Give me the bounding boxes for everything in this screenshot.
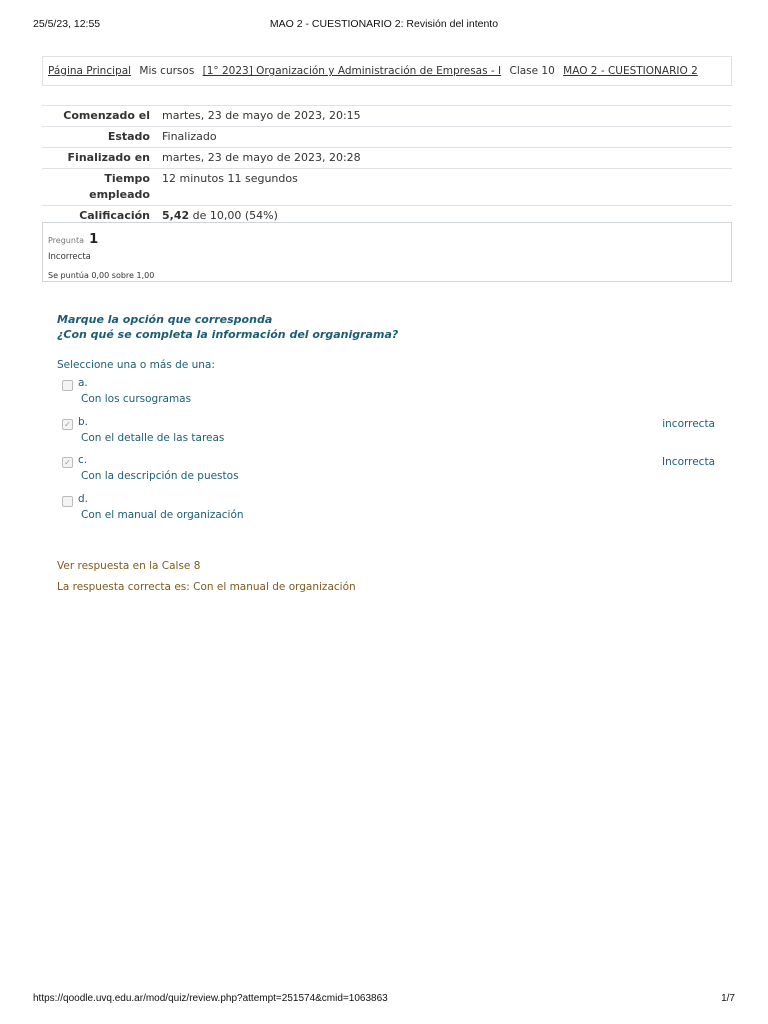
answer-letter: a.	[78, 377, 88, 389]
answer-text: Con el detalle de las tareas	[81, 432, 225, 444]
question-state: Incorrecta	[48, 252, 91, 262]
answer-option-d	[57, 493, 717, 527]
print-url: https://qoodle.uvq.edu.ar/mod/quiz/review.php?attempt=251574&cmid=1063863	[33, 993, 388, 1004]
summary-row-state	[42, 127, 732, 148]
answer-checkbox[interactable]	[62, 380, 73, 391]
question-grade: Se puntúa 0,00 sobre 1,00	[48, 271, 155, 280]
summary-row-time-taken	[42, 169, 732, 206]
summary-value: 12 minutos 11 segundos	[162, 169, 732, 206]
answer-option-a	[57, 377, 717, 411]
right-answer: La respuesta correcta es: Con el manual de organización	[57, 581, 356, 593]
summary-value: martes, 23 de mayo de 2023, 20:28	[162, 148, 732, 169]
summary-label: Calificación	[42, 206, 162, 227]
summary-row-finished	[42, 148, 732, 169]
breadcrumb-quiz-link[interactable]: MAO 2 - CUESTIONARIO 2	[563, 65, 698, 77]
summary-label: Finalizado en	[42, 148, 162, 169]
summary-value: Finalizado	[162, 127, 732, 148]
summary-label: Comenzado el	[42, 106, 162, 127]
summary-value: martes, 23 de mayo de 2023, 20:15	[162, 106, 732, 127]
general-feedback: Ver respuesta en la Calse 8	[57, 560, 201, 572]
answer-option-b	[57, 416, 717, 450]
grade-value: 5,42	[162, 209, 190, 222]
breadcrumb-section[interactable]: Clase 10	[509, 65, 555, 77]
answer-feedback: Incorrecta	[662, 456, 715, 468]
answer-letter: c.	[78, 454, 88, 466]
answer-checkbox[interactable]	[62, 496, 73, 507]
summary-row-started	[42, 106, 732, 127]
breadcrumb-my-courses[interactable]: Mis cursos	[139, 65, 195, 77]
question-text-line1: Marque la opción que corresponda	[57, 313, 273, 326]
answer-text: Con el manual de organización	[81, 509, 244, 521]
answer-checkbox[interactable]: ✓	[62, 419, 73, 430]
print-footer	[0, 990, 768, 1010]
print-header	[0, 0, 768, 40]
breadcrumb	[42, 56, 732, 86]
question-number-label: Pregunta	[48, 236, 84, 245]
print-date: 25/5/23, 12:55	[33, 18, 101, 30]
question-number: 1	[89, 232, 99, 247]
breadcrumb-home-link[interactable]: Página Principal	[48, 65, 132, 77]
print-title: MAO 2 - CUESTIONARIO 2: Revisión del intento	[269, 18, 499, 30]
answer-prompt: Seleccione una o más de una:	[57, 359, 215, 371]
attempt-summary-table	[42, 105, 732, 227]
answer-feedback: incorrecta	[662, 418, 715, 430]
answer-text: Con la descripción de puestos	[81, 470, 239, 482]
print-page-number: 1/7	[721, 993, 735, 1004]
answer-letter: b.	[78, 416, 89, 428]
breadcrumb-course-link[interactable]: [1° 2023] Organización y Administración de Empresas - I	[202, 65, 502, 77]
question-text	[57, 312, 697, 342]
question-info-box	[42, 222, 732, 282]
answer-checkbox[interactable]: ✓	[62, 457, 73, 468]
answer-text: Con los cursogramas	[81, 393, 192, 405]
grade-rest: de 10,00 (54%)	[192, 209, 278, 222]
question-text-line2: ¿Con qué se completa la información del organigrama?	[57, 328, 399, 341]
answer-option-c	[57, 454, 717, 488]
answer-letter: d.	[78, 493, 89, 505]
summary-label: Tiempo empleado	[42, 169, 162, 206]
summary-label: Estado	[42, 127, 162, 148]
